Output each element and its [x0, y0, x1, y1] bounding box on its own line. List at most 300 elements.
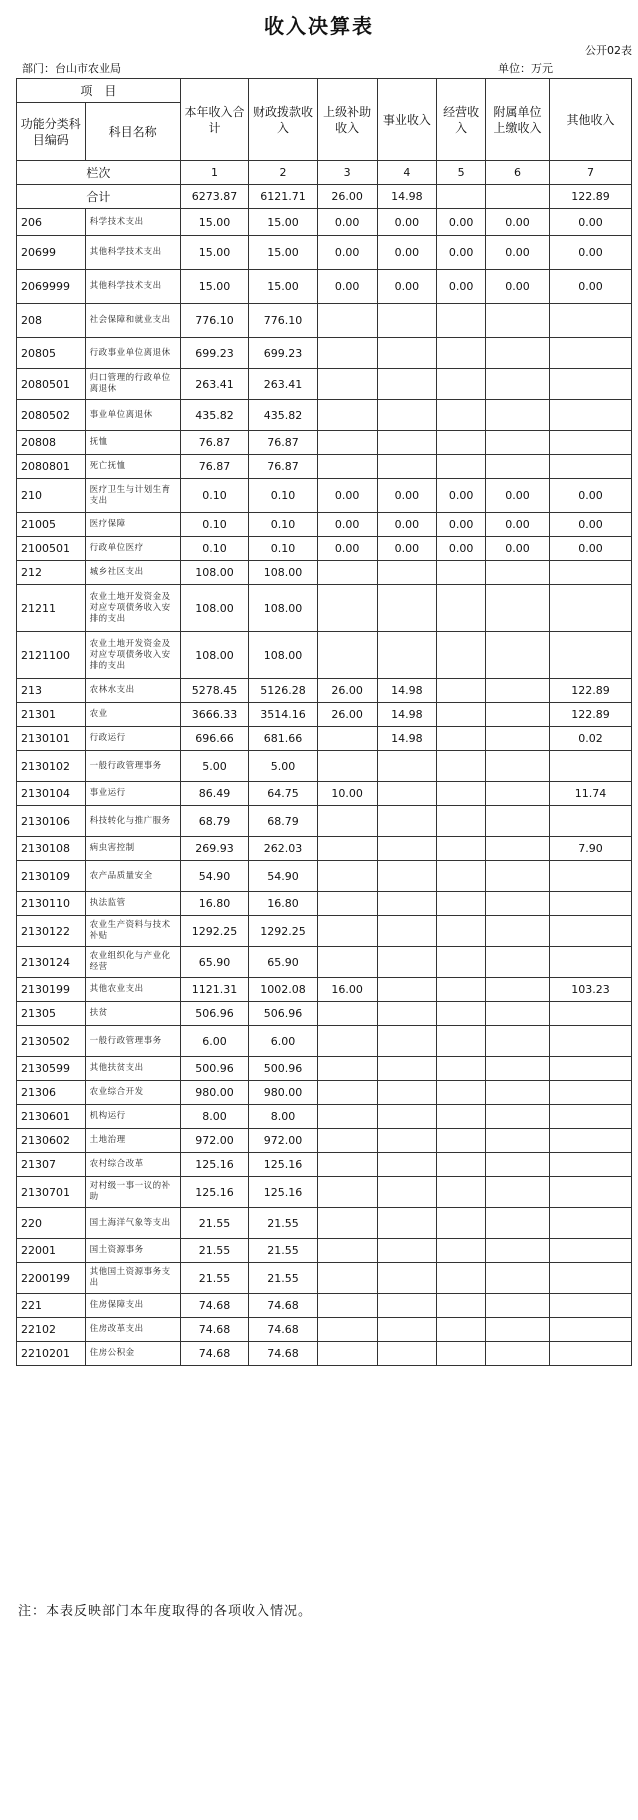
row-code: 21305 — [17, 1002, 86, 1026]
table-row — [17, 304, 632, 338]
row-code: 221 — [17, 1294, 86, 1318]
row-value-col5 — [437, 1208, 486, 1239]
row-code: 2100501 — [17, 537, 86, 561]
row-value-col4 — [377, 1026, 437, 1057]
row-code: 2080801 — [17, 455, 86, 479]
row-value-col4: 0.00 — [377, 236, 437, 270]
row-value-col6: 0.00 — [485, 270, 549, 304]
row-value-col3 — [317, 338, 377, 369]
table-row — [17, 431, 632, 455]
row-value-col3 — [317, 561, 377, 585]
column-index-5: 5 — [437, 161, 486, 185]
row-value-col7 — [550, 338, 632, 369]
row-code: 2210201 — [17, 1342, 86, 1366]
row-value-col2: 980.00 — [249, 1081, 318, 1105]
row-value-col4 — [377, 1057, 437, 1081]
row-value-col3 — [317, 1318, 377, 1342]
row-value-col4 — [377, 892, 437, 916]
table-row — [17, 1057, 632, 1081]
row-value-col3: 26.00 — [317, 679, 377, 703]
row-value-col5 — [437, 1239, 486, 1263]
header-subject-name: 科目名称 — [85, 103, 180, 161]
row-value-col6 — [485, 806, 549, 837]
row-value-col5 — [437, 1105, 486, 1129]
row-value-col2: 15.00 — [249, 209, 318, 236]
row-value-col5 — [437, 782, 486, 806]
row-value-col7 — [550, 1002, 632, 1026]
row-value-col2: 699.23 — [249, 338, 318, 369]
row-value-col1: 435.82 — [180, 400, 249, 431]
row-value-col6 — [485, 1081, 549, 1105]
page-title: 收入决算表 — [264, 14, 374, 38]
row-value-col4: 14.98 — [377, 679, 437, 703]
row-code: 2130106 — [17, 806, 86, 837]
row-subject-name: 其他扶贫支出 — [85, 1057, 180, 1081]
row-value-col4 — [377, 561, 437, 585]
row-value-col5 — [437, 978, 486, 1002]
row-value-col1: 65.90 — [180, 947, 249, 978]
total-value-2: 6121.71 — [249, 185, 318, 209]
row-value-col6 — [485, 1177, 549, 1208]
row-subject-name: 执法监管 — [85, 892, 180, 916]
row-value-col4 — [377, 837, 437, 861]
row-value-col7 — [550, 1239, 632, 1263]
row-value-col3 — [317, 892, 377, 916]
row-value-col5 — [437, 1081, 486, 1105]
row-value-col3 — [317, 1208, 377, 1239]
row-value-col2: 76.87 — [249, 431, 318, 455]
row-value-col2: 15.00 — [249, 270, 318, 304]
row-value-col1: 86.49 — [180, 782, 249, 806]
row-value-col4 — [377, 1002, 437, 1026]
row-value-col4: 0.00 — [377, 270, 437, 304]
row-value-col1: 21.55 — [180, 1208, 249, 1239]
row-value-col7: 0.00 — [550, 537, 632, 561]
row-value-col1: 68.79 — [180, 806, 249, 837]
row-code: 206 — [17, 209, 86, 236]
table-row — [17, 916, 632, 947]
total-value-1: 6273.87 — [180, 185, 249, 209]
row-value-col3 — [317, 400, 377, 431]
row-value-col4 — [377, 978, 437, 1002]
row-value-col5: 0.00 — [437, 209, 486, 236]
row-value-col6 — [485, 632, 549, 679]
row-subject-name: 农业土地开发资金及对应专项债务收入安排的支出 — [85, 632, 180, 679]
row-value-col1: 500.96 — [180, 1057, 249, 1081]
row-code: 2130104 — [17, 782, 86, 806]
row-value-col1: 972.00 — [180, 1129, 249, 1153]
row-code: 21301 — [17, 703, 86, 727]
row-subject-name: 事业运行 — [85, 782, 180, 806]
column-index-6: 6 — [485, 161, 549, 185]
row-value-col1: 263.41 — [180, 369, 249, 400]
row-value-col6 — [485, 861, 549, 892]
row-value-col4 — [377, 1081, 437, 1105]
row-value-col5 — [437, 1129, 486, 1153]
row-value-col6 — [485, 727, 549, 751]
row-value-col3 — [317, 916, 377, 947]
row-value-col6 — [485, 585, 549, 632]
row-value-col1: 5278.45 — [180, 679, 249, 703]
header-col3: 上级补助收入 — [317, 79, 377, 161]
row-value-col6 — [485, 400, 549, 431]
row-value-col4 — [377, 1342, 437, 1366]
row-value-col2: 1292.25 — [249, 916, 318, 947]
row-value-col4 — [377, 861, 437, 892]
row-code: 2130199 — [17, 978, 86, 1002]
row-value-col7 — [550, 1294, 632, 1318]
row-subject-name: 对村级一事一议的补助 — [85, 1177, 180, 1208]
row-subject-name: 医疗保障 — [85, 513, 180, 537]
row-value-col3: 16.00 — [317, 978, 377, 1002]
table-row — [17, 837, 632, 861]
row-value-col3: 0.00 — [317, 479, 377, 513]
row-value-col1: 776.10 — [180, 304, 249, 338]
row-value-col5 — [437, 431, 486, 455]
row-value-col1: 21.55 — [180, 1263, 249, 1294]
row-value-col2: 8.00 — [249, 1105, 318, 1129]
row-value-col4 — [377, 947, 437, 978]
row-subject-name: 抚恤 — [85, 431, 180, 455]
row-value-col4 — [377, 1263, 437, 1294]
column-index-7: 7 — [550, 161, 632, 185]
row-value-col2: 125.16 — [249, 1153, 318, 1177]
row-value-col7: 0.00 — [550, 236, 632, 270]
row-value-col7: 122.89 — [550, 679, 632, 703]
row-value-col4 — [377, 1294, 437, 1318]
row-value-col1: 76.87 — [180, 431, 249, 455]
header-col1: 本年收入合计 — [180, 79, 249, 161]
column-index-1: 1 — [180, 161, 249, 185]
row-value-col2: 54.90 — [249, 861, 318, 892]
row-value-col6 — [485, 892, 549, 916]
row-value-col7: 0.00 — [550, 270, 632, 304]
total-row — [17, 185, 632, 209]
column-index-row — [17, 161, 632, 185]
row-value-col7 — [550, 1318, 632, 1342]
table-row — [17, 861, 632, 892]
row-value-col6: 0.00 — [485, 537, 549, 561]
row-value-col5 — [437, 806, 486, 837]
row-value-col4 — [377, 455, 437, 479]
column-index-4: 4 — [377, 161, 437, 185]
row-value-col7: 103.23 — [550, 978, 632, 1002]
row-code: 2130110 — [17, 892, 86, 916]
row-value-col5 — [437, 1177, 486, 1208]
column-index-2: 2 — [249, 161, 318, 185]
row-value-col3 — [317, 1177, 377, 1208]
row-value-col7: 122.89 — [550, 703, 632, 727]
row-value-col1: 506.96 — [180, 1002, 249, 1026]
row-subject-name: 扶贫 — [85, 1002, 180, 1026]
row-value-col6 — [485, 1129, 549, 1153]
row-subject-name: 一般行政管理事务 — [85, 1026, 180, 1057]
row-value-col7 — [550, 632, 632, 679]
row-value-col7 — [550, 947, 632, 978]
row-value-col4 — [377, 782, 437, 806]
row-code: 2130102 — [17, 751, 86, 782]
row-value-col3: 0.00 — [317, 236, 377, 270]
row-value-col7 — [550, 1208, 632, 1239]
row-value-col7 — [550, 1026, 632, 1057]
row-value-col6 — [485, 1342, 549, 1366]
total-label: 合计 — [17, 185, 181, 209]
row-value-col7 — [550, 806, 632, 837]
row-value-col4: 0.00 — [377, 209, 437, 236]
row-value-col6 — [485, 369, 549, 400]
column-index-3: 3 — [317, 161, 377, 185]
row-value-col1: 15.00 — [180, 236, 249, 270]
table-row — [17, 1208, 632, 1239]
row-value-col3 — [317, 632, 377, 679]
row-value-col2: 262.03 — [249, 837, 318, 861]
row-code: 21307 — [17, 1153, 86, 1177]
row-value-col3 — [317, 585, 377, 632]
row-value-col6 — [485, 679, 549, 703]
total-value-3: 26.00 — [317, 185, 377, 209]
row-value-col4 — [377, 1129, 437, 1153]
table-row — [17, 632, 632, 679]
row-value-col5 — [437, 338, 486, 369]
row-value-col2: 263.41 — [249, 369, 318, 400]
row-value-col3: 26.00 — [317, 703, 377, 727]
row-value-col1: 76.87 — [180, 455, 249, 479]
header-col5: 经营收入 — [437, 79, 486, 161]
row-value-col2: 65.90 — [249, 947, 318, 978]
table-row — [17, 513, 632, 537]
table-row — [17, 1263, 632, 1294]
row-subject-name: 医疗卫生与计划生育支出 — [85, 479, 180, 513]
row-value-col5 — [437, 1002, 486, 1026]
row-value-col6: 0.00 — [485, 209, 549, 236]
row-value-col7 — [550, 1342, 632, 1366]
table-row — [17, 727, 632, 751]
row-value-col7 — [550, 369, 632, 400]
row-value-col4 — [377, 806, 437, 837]
row-subject-name: 国土资源事务 — [85, 1239, 180, 1263]
row-value-col6 — [485, 1026, 549, 1057]
row-value-col7 — [550, 431, 632, 455]
table-row — [17, 782, 632, 806]
table-row — [17, 236, 632, 270]
row-value-col5 — [437, 369, 486, 400]
row-value-col3: 0.00 — [317, 513, 377, 537]
row-value-col6 — [485, 1294, 549, 1318]
table-row — [17, 400, 632, 431]
row-value-col3 — [317, 1105, 377, 1129]
row-subject-name: 死亡抚恤 — [85, 455, 180, 479]
row-value-col2: 1002.08 — [249, 978, 318, 1002]
row-subject-name: 农林水支出 — [85, 679, 180, 703]
row-value-col1: 696.66 — [180, 727, 249, 751]
row-value-col2: 506.96 — [249, 1002, 318, 1026]
row-value-col2: 21.55 — [249, 1208, 318, 1239]
row-value-col5 — [437, 727, 486, 751]
row-value-col2: 108.00 — [249, 561, 318, 585]
row-value-col7: 0.00 — [550, 209, 632, 236]
table-row — [17, 537, 632, 561]
row-value-col5 — [437, 1026, 486, 1057]
row-code: 2130122 — [17, 916, 86, 947]
row-value-col1: 1121.31 — [180, 978, 249, 1002]
row-value-col2: 15.00 — [249, 236, 318, 270]
row-value-col2: 776.10 — [249, 304, 318, 338]
row-value-col6 — [485, 751, 549, 782]
row-subject-name: 住房保障支出 — [85, 1294, 180, 1318]
row-value-col3 — [317, 806, 377, 837]
row-value-col7 — [550, 751, 632, 782]
row-value-col5: 0.00 — [437, 513, 486, 537]
row-code: 22102 — [17, 1318, 86, 1342]
row-value-col6 — [485, 455, 549, 479]
row-value-col6 — [485, 978, 549, 1002]
row-value-col2: 108.00 — [249, 632, 318, 679]
row-subject-name: 行政单位医疗 — [85, 537, 180, 561]
row-value-col5 — [437, 1294, 486, 1318]
row-code: 20805 — [17, 338, 86, 369]
row-value-col6 — [485, 1105, 549, 1129]
row-value-col4 — [377, 1318, 437, 1342]
row-value-col2: 6.00 — [249, 1026, 318, 1057]
row-value-col3 — [317, 1153, 377, 1177]
row-subject-name: 国土海洋气象等支出 — [85, 1208, 180, 1239]
row-code: 2130109 — [17, 861, 86, 892]
row-value-col5 — [437, 1153, 486, 1177]
row-value-col6 — [485, 304, 549, 338]
row-value-col5 — [437, 1342, 486, 1366]
row-value-col6 — [485, 916, 549, 947]
row-value-col1: 980.00 — [180, 1081, 249, 1105]
row-value-col4 — [377, 369, 437, 400]
row-subject-name: 其他科学技术支出 — [85, 236, 180, 270]
row-subject-name: 机构运行 — [85, 1105, 180, 1129]
row-value-col5: 0.00 — [437, 270, 486, 304]
row-value-col4 — [377, 1153, 437, 1177]
table-row — [17, 270, 632, 304]
row-value-col4 — [377, 585, 437, 632]
row-subject-name: 土地治理 — [85, 1129, 180, 1153]
row-value-col5 — [437, 703, 486, 727]
row-value-col7: 0.00 — [550, 513, 632, 537]
row-value-col5 — [437, 561, 486, 585]
header-col6: 附属单位上缴收入 — [485, 79, 549, 161]
row-code: 2080502 — [17, 400, 86, 431]
row-value-col7 — [550, 400, 632, 431]
row-value-col6 — [485, 947, 549, 978]
row-value-col5 — [437, 837, 486, 861]
row-value-col4: 14.98 — [377, 703, 437, 727]
row-value-col7 — [550, 1057, 632, 1081]
row-code: 20808 — [17, 431, 86, 455]
row-value-col2: 64.75 — [249, 782, 318, 806]
row-code: 2130108 — [17, 837, 86, 861]
row-subject-name: 科技转化与推广服务 — [85, 806, 180, 837]
row-value-col7: 11.74 — [550, 782, 632, 806]
row-value-col3 — [317, 1263, 377, 1294]
row-value-col6 — [485, 1318, 549, 1342]
row-value-col4 — [377, 304, 437, 338]
row-value-col2: 5.00 — [249, 751, 318, 782]
row-value-col6 — [485, 431, 549, 455]
row-value-col3 — [317, 304, 377, 338]
row-value-col1: 699.23 — [180, 338, 249, 369]
row-value-col3 — [317, 431, 377, 455]
row-value-col6: 0.00 — [485, 236, 549, 270]
footnote: 注：本表反映部门本年度取得的各项收入情况。 — [18, 1604, 313, 1619]
row-value-col2: 0.10 — [249, 537, 318, 561]
row-value-col4: 0.00 — [377, 513, 437, 537]
row-value-col6 — [485, 1153, 549, 1177]
row-value-col2: 21.55 — [249, 1239, 318, 1263]
row-value-col3 — [317, 1026, 377, 1057]
row-value-col4 — [377, 632, 437, 679]
row-value-col1: 5.00 — [180, 751, 249, 782]
form-code: 公开02表 — [585, 44, 632, 57]
row-value-col7 — [550, 561, 632, 585]
header-project: 项 目 — [17, 79, 181, 103]
row-value-col5: 0.00 — [437, 479, 486, 513]
table-row — [17, 209, 632, 236]
row-value-col4 — [377, 916, 437, 947]
row-subject-name: 社会保障和就业支出 — [85, 304, 180, 338]
row-value-col2: 76.87 — [249, 455, 318, 479]
table-row — [17, 1153, 632, 1177]
row-code: 2130101 — [17, 727, 86, 751]
row-code: 20699 — [17, 236, 86, 270]
row-value-col7 — [550, 304, 632, 338]
table-row — [17, 455, 632, 479]
row-subject-name: 农产品质量安全 — [85, 861, 180, 892]
table-row — [17, 1294, 632, 1318]
row-value-col6: 0.00 — [485, 513, 549, 537]
total-value-4: 14.98 — [377, 185, 437, 209]
row-value-col3 — [317, 1129, 377, 1153]
row-value-col5 — [437, 861, 486, 892]
row-value-col7: 0.00 — [550, 479, 632, 513]
row-value-col5 — [437, 304, 486, 338]
row-value-col5 — [437, 947, 486, 978]
row-subject-name: 住房改革支出 — [85, 1318, 180, 1342]
row-value-col6 — [485, 1239, 549, 1263]
header-col4: 事业收入 — [377, 79, 437, 161]
row-value-col5 — [437, 1057, 486, 1081]
row-value-col7 — [550, 1081, 632, 1105]
row-value-col3: 0.00 — [317, 270, 377, 304]
row-subject-name: 农业生产资料与技术补贴 — [85, 916, 180, 947]
row-value-col6 — [485, 338, 549, 369]
row-subject-name: 病虫害控制 — [85, 837, 180, 861]
row-value-col1: 15.00 — [180, 270, 249, 304]
row-subject-name: 归口管理的行政单位离退休 — [85, 369, 180, 400]
row-value-col4 — [377, 1208, 437, 1239]
row-value-col7 — [550, 1105, 632, 1129]
row-value-col2: 21.55 — [249, 1263, 318, 1294]
table-row — [17, 1002, 632, 1026]
row-code: 2130502 — [17, 1026, 86, 1057]
row-value-col4: 14.98 — [377, 727, 437, 751]
row-value-col3: 0.00 — [317, 537, 377, 561]
table-header — [17, 79, 632, 209]
row-value-col7 — [550, 1129, 632, 1153]
row-value-col1: 74.68 — [180, 1294, 249, 1318]
row-value-col3 — [317, 455, 377, 479]
row-value-col1: 74.68 — [180, 1318, 249, 1342]
row-code: 22001 — [17, 1239, 86, 1263]
row-subject-name: 农业土地开发资金及对应专项债务收入安排的支出 — [85, 585, 180, 632]
row-value-col2: 5126.28 — [249, 679, 318, 703]
row-value-col4 — [377, 338, 437, 369]
row-value-col1: 21.55 — [180, 1239, 249, 1263]
